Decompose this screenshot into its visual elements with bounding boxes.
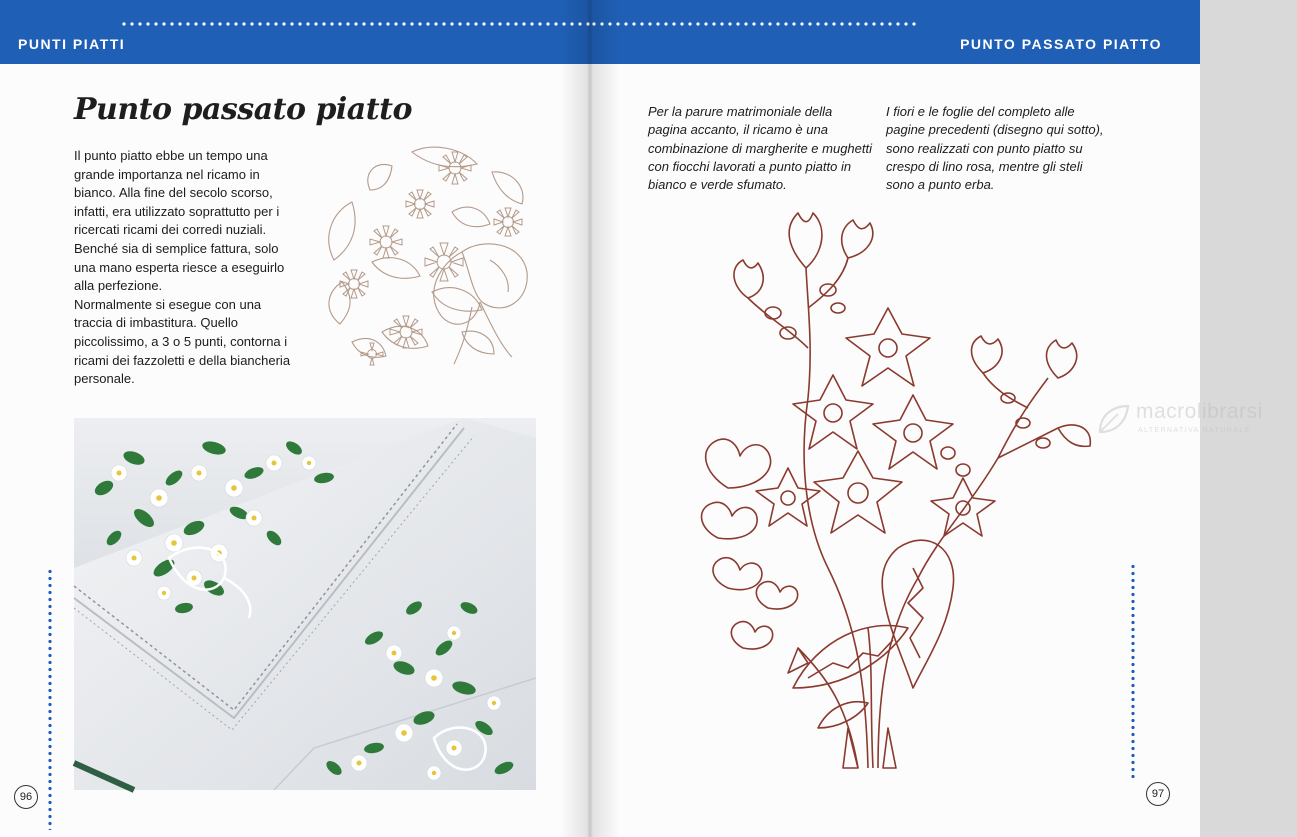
watermark-tagline: ALTERNATIVA NATURALE (1138, 427, 1251, 434)
paragraph-1: Il punto piatto ebbe un tempo una grande importanza nel ricamo in bianco. Alla fine del secolo scorso, infatti, era utilizzato soprattutto per i ricercati ricami dei corredi nuziali. (74, 148, 280, 238)
right-page (590, 0, 1263, 837)
caption-column-left (648, 103, 872, 194)
section-label-left: PUNTI PIATTI (18, 36, 126, 52)
embroidery-photo (74, 418, 536, 790)
paragraph-3: Normalmente si esegue con una traccia di imbastitura. Quello piccolissimo, a 3 o 5 punti, contorna i ricami dei fazzoletti e della biancheria personale. (74, 296, 291, 387)
daisy-pattern-drawing (312, 142, 544, 372)
page-number-left: 96 (14, 785, 38, 809)
caption-column-right (886, 103, 1110, 194)
watermark-name: macrolibrarsi (1136, 400, 1263, 423)
page-number-right: 97 (1146, 782, 1170, 806)
paragraph-2: Benché sia di semplice fattura, solo una mano esperta riesce a eseguirlo alla perfezione. (74, 240, 285, 294)
bouquet-pattern-drawing (698, 208, 1098, 788)
band-dots-right (590, 22, 920, 26)
body-text (74, 147, 300, 389)
section-label-right: PUNTO PASSATO PIATTO (960, 36, 1162, 52)
right-page-dots (1131, 563, 1135, 778)
leaf-logo-icon (1092, 400, 1132, 440)
watermark (1092, 400, 1297, 440)
band-dots-left (120, 22, 590, 26)
caption-right: I fiori e le foglie del completo alle pagine precedenti (disegno qui sotto), sono realizzati con punto piatto su crespo di lino rosa, mentre gli steli sono a punto erba. (886, 104, 1104, 193)
page-title: Punto passato piatto (74, 92, 412, 127)
left-page-dots (48, 568, 52, 830)
caption-left: Per la parure matrimoniale della pagina accanto, il ricamo è una combinazione di margherite e mughetti con fiocchi lavorati a punto piatto in bianco e verde sfumato. (648, 104, 873, 193)
header-band-right (590, 0, 1200, 64)
header-band-left (0, 0, 590, 64)
left-page (0, 0, 590, 837)
